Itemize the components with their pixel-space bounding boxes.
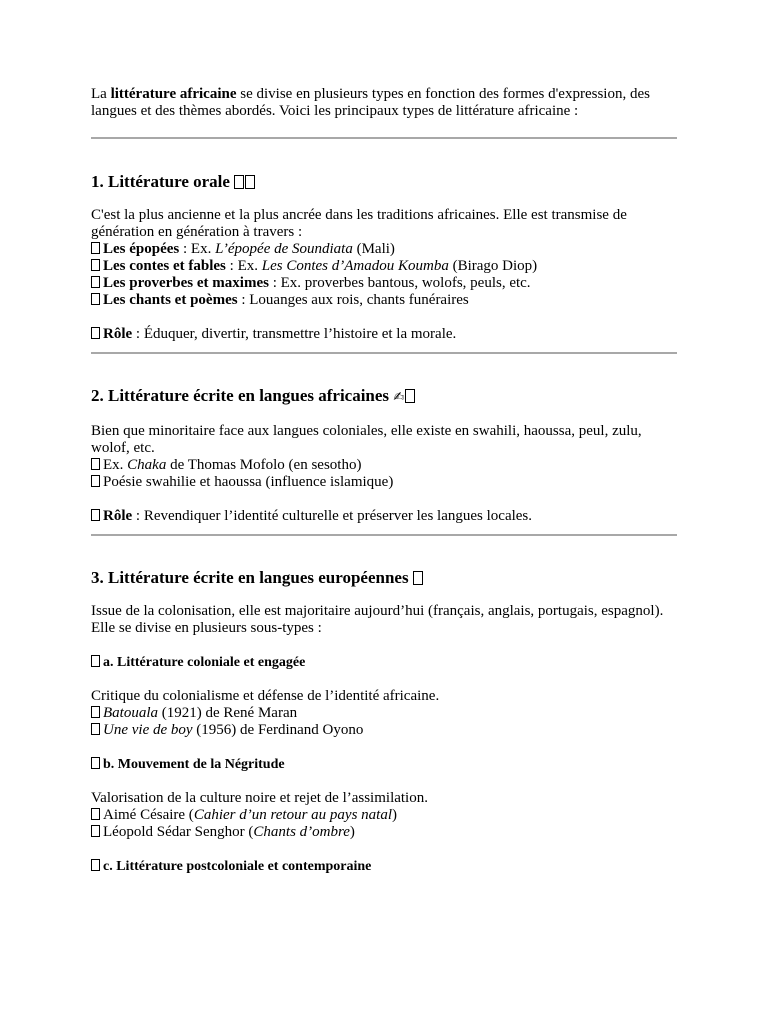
subsection-description: Valorisation de la culture noire et rejet de l’assimilation. bbox=[91, 790, 428, 806]
bullet-icon bbox=[91, 242, 100, 254]
bullet-icon bbox=[91, 327, 100, 339]
list-item: Une vie de boy (1956) de Ferdinand Oyono bbox=[91, 722, 677, 739]
missing-glyph-icon bbox=[413, 571, 423, 585]
bullet-icon bbox=[91, 808, 100, 820]
subsection-heading-postcolonial: c. Littérature postcoloniale et contemporaine bbox=[91, 858, 677, 875]
section-description: Issue de la colonisation, elle est majoritaire aujourd’hui (français, anglais, portugais, espagnol). bbox=[91, 603, 664, 619]
bullet-icon bbox=[91, 276, 100, 288]
list-item: Aimé Césaire (Cahier d’un retour au pays natal) bbox=[91, 807, 677, 824]
section-description: Bien que minoritaire face aux langues coloniales, elle existe en swahili, haoussa, peul, zulu, wolof, etc. bbox=[91, 423, 642, 456]
bullet-icon bbox=[91, 458, 100, 470]
writing-hand-icon: ✍ bbox=[393, 390, 405, 405]
bullet-icon bbox=[91, 859, 100, 871]
bullet-icon bbox=[91, 509, 100, 521]
intro-paragraph: La littérature africaine se divise en plusieurs types en fonction des formes d'expression, des langues et des thèmes abordés. Voici les principaux types de littérature africaine : bbox=[91, 86, 650, 119]
list-item: Ex. Chaka de Thomas Mofolo (en sesotho) bbox=[91, 457, 677, 474]
document-body bbox=[91, 86, 677, 875]
section-heading-oral: 1. Littérature orale bbox=[91, 172, 677, 192]
role-line: Rôle : Revendiquer l’identité culturelle et préserver les langues locales. bbox=[91, 508, 677, 525]
list-item: Poésie swahilie et haoussa (influence islamique) bbox=[91, 474, 677, 491]
bullet-icon bbox=[91, 293, 100, 305]
list-item: Les chants et poèmes : Louanges aux rois, chants funéraires bbox=[91, 292, 677, 309]
subsection-heading-negritude: b. Mouvement de la Négritude bbox=[91, 756, 677, 773]
list-item: Les proverbes et maximes : Ex. proverbes bantous, wolofs, peuls, etc. bbox=[91, 275, 677, 292]
subsection-heading-colonial: a. Littérature coloniale et engagée bbox=[91, 654, 677, 671]
bullet-icon bbox=[91, 655, 100, 667]
list-item: Les épopées : Ex. L’épopée de Soundiata (Mali) bbox=[91, 241, 677, 258]
bullet-icon bbox=[91, 723, 100, 735]
missing-glyph-icon bbox=[234, 175, 244, 189]
list-item: Les contes et fables : Ex. Les Contes d’Amadou Koumba (Birago Diop) bbox=[91, 258, 677, 275]
missing-glyph-icon bbox=[405, 389, 415, 403]
bullet-icon bbox=[91, 259, 100, 271]
subsection-description: Critique du colonialisme et défense de l’identité africaine. bbox=[91, 688, 440, 704]
bullet-icon bbox=[91, 825, 100, 837]
bullet-icon bbox=[91, 475, 100, 487]
list-item: Batouala (1921) de René Maran bbox=[91, 705, 677, 722]
bullet-icon bbox=[91, 757, 100, 769]
missing-glyph-icon bbox=[245, 175, 255, 189]
section-description: Elle se divise en plusieurs sous-types : bbox=[91, 620, 322, 636]
section-description: C'est la plus ancienne et la plus ancrée dans les traditions africaines. Elle est transmise de génération en génération à travers : bbox=[91, 207, 627, 240]
intro-bold: littérature africaine bbox=[110, 86, 237, 102]
section-heading-african-languages: 2. Littérature écrite en langues africaines ✍ bbox=[91, 386, 677, 408]
list-item: Léopold Sédar Senghor (Chants d’ombre) bbox=[91, 824, 677, 841]
bullet-icon bbox=[91, 706, 100, 718]
role-line: Rôle : Éduquer, divertir, transmettre l’histoire et la morale. bbox=[91, 326, 677, 343]
section-heading-european-languages: 3. Littérature écrite en langues européennes bbox=[91, 568, 677, 588]
